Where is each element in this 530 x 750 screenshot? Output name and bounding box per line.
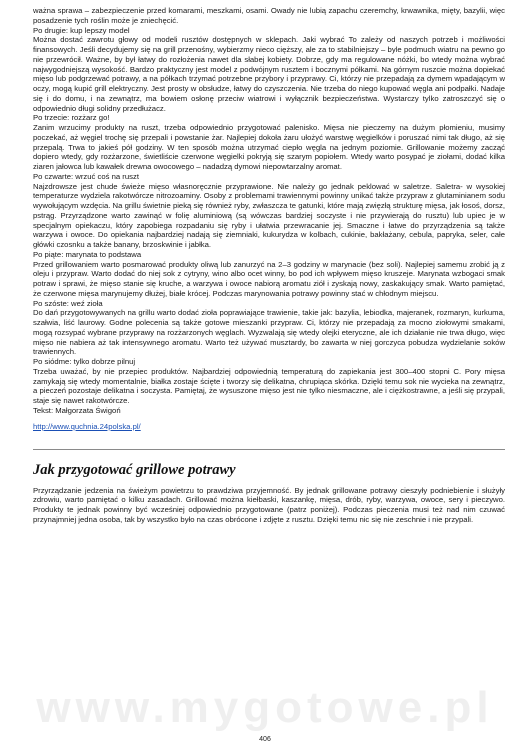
section-divider: [33, 449, 505, 450]
author-credit: Tekst: Małgorzata Świgoń: [33, 405, 121, 415]
article-paragraph: Najzdrowsze jest chude świeże mięso własnoręcznie przyprawione. Nie należy go jednak peklować w saletrze. Saletra- w wysokiej temperaturze wydziela rakotwórcze nitrozoaminy. Osoby z problemami trawiennymi powinny unikać także przypraw z glutaminianem sodu wywołującym wzdęcia. Na grillu świetnie pieką się również ryby, zwłaszcza te gatunki, które mają zwięzłą strukturę mięsa, jak łosoś, dorsz, pstrąg. Przyrządzone warto zawinąć w folię aluminiową (są wówczas bardziej soczyste i nie przywierają do rusztu) lub upiec je w specjalnym opiekaczu, który zapobiega rozpadaniu się ryby i ułatwia przewracanie jej. Smaczne i łatwe do przyrządzenia są także warzywa i owoce. Do opiekania najbardziej nadają się ziemniaki, kukurydza w kolbach, cukinie, bakłażany, cebula, papryka, seler, całe główki czosnku a także banany, brzoskwinie i jabłka.: [33, 181, 505, 249]
watermark: www.mygotowe.pl: [36, 683, 494, 732]
article-paragraph: ważna sprawa – zabezpieczenie przed komarami, meszkami, osami. Owady nie lubią zapachu czeremchy, krwawnika, mięty, bazylii, więc posadzenie tych roślin może je zniechęcić.: [33, 6, 505, 25]
subheading: Po trzecie: rozżarz go!: [33, 113, 110, 123]
subheading: Po drugie: kup lepszy model: [33, 25, 130, 35]
page-number: 406: [259, 736, 271, 743]
section-heading: Jak przygotować grillowe potrawy: [33, 461, 236, 478]
subheading: Po szóste: weź zioła: [33, 298, 103, 308]
source-link[interactable]: http://www.quchnia.24polska.pl/: [33, 421, 141, 431]
article-paragraph: Przed grillowaniem warto posmarować produkty oliwą lub zanurzyć na 2–3 godziny w marynacie (bez soli). Najlepiej samemu zrobić ją z oleju i przypraw. Warto dodać do niej sok z cytryny, wino albo ocet winny, bo pod ich wpływem mięso kruszeje. Marynata wzbogaci smak potraw i sprawi, że mięso stanie się kruche, a warzywa i owoce nabiorą aromatu ziół i zyskają nowy, zaskakujący smak. Warto pamiętać, że czerwone mięsa marynujemy dłużej, białe krócej. Podczas marynowania potrawy powinny stać w chłodnym miejscu.: [33, 259, 505, 298]
subheading: Po siódme: tylko dobrze pilnuj: [33, 357, 136, 366]
article-paragraph: Można dostać zawrotu głowy od modeli rusztów dostępnych w sklepach. Jaki wybrać To zależy od naszych potrzeb i możliwości finansowych. Jeśli decydujemy się na grill przenośny, wybierzmy nieco cięższy, ale za to stabilniejszy – byle podmuch wiatru na pewno go nie przewrócił. Ważne, by był łatwy do rozłożenia nawet dla słabej kobiety. Dobrze, gdy ma regulowane nóżki, bo wtedy można wybrać najwygodniejszą wysokość. Bardzo praktyczny jest model z podwójnym rusztem i bocznymi półkami. Na górnym ruszcie można dopiekać mięso lub podgrzewać potrawy, a na półkach trzymać potrzebne przybory i przyprawy. Ci, którzy nie przepadają za dymem wpadającym w oczy, mogą kupić grill elektryczny. Jest prosty w obsłudze, łatwy do czyszczenia. Nie trzeba do niego kupować węgla ani podpałki. Nadaje się i do domu, i na zewnątrz, ma bowiem osłonę przeciw wiatrowi i wyłącznik bezpieczeństwa. Wystarczy tylko zatroszczyć się o odpowiednio długi solidny przedłużacz.: [33, 35, 505, 113]
subheading: Po czwarte: wrzuć coś na ruszt: [33, 171, 139, 181]
article-paragraph: Trzeba uważać, by nie przepiec produktów. Najbardziej odpowiednią temperaturą do zapiekania jest 300–400 stopni C. Pory mięsa zamykają się wtedy momentalnie, białka zostaje ścięte i tworzy się delikatna, chrupiąca skórka. Dzięki temu sok nie wycieka na zewnątrz, a pieczeń pozostaje delikatna i soczysta. Pamiętaj, że wysuszone mięso jest nie tylko niesmaczne, ale i ciężkostrawne, a jeśli się przypali, staje się nawet rakotwórcze.: [33, 366, 505, 405]
section: [33, 462, 505, 525]
section-paragraph: Przyrządzanie jedzenia na świeżym powietrzu to prawdziwa przyjemność. By jednak grillowane potrawy cieszyły podniebienie i służyły zdrowiu, warto pamiętać o kilku zasadach. Grillować można kiełbaski, kaszankę, mięsa, drób, ryby, warzywa, owoce, sery i pieczywo. Produkty te jednak powinny być wcześniej odpowiednio przygotowane (patrz poniżej). Podczas pieczenia musi też nad nim czuwać przynajmniej jedna osoba, tak by wszystko było na czas obrócone i zdjęte z rusztu. Dzięki temu nic się nie zeschnie i nie przypali.: [33, 485, 505, 524]
article-paragraph: Do dań przygotowywanych na grillu warto dodać zioła poprawiające trawienie, takie jak: bazylia, lebiodka, majeranek, rozmaryn, kurkuma, szałwia, liść laurowy. Godne polecenia są także gotowe mieszanki przypraw. Ci, którzy nie przepadają za mocno ziołowymi smakami, mogą rozsypać wybrane przyprawy na rozżarzonych węglach. Wyzwalają się wtedy olejki eteryczne, ale ich działanie nie trwa długo, więc mięso nie nabiera aż tak intensywnego aromatu. Warto też używać musztardy, bo zawarta w niej gorczyca pobudza wydzielanie soków trawiennych.: [33, 308, 505, 357]
subheading: Po piąte: marynata to podstawa: [33, 249, 142, 259]
article-body: [33, 6, 505, 434]
article-paragraph: Zanim wrzucimy produkty na ruszt, trzeba odpowiednio przygotować palenisko. Mięsa nie pieczemy na dużym płomieniu, musimy poczekać, aż węgiel trochę się przepali i powstanie żar. Najlepiej dokoła żaru ułożyć warstwę węgielków i poruszać nimi tak długo, aż się przepalą. Trwa to jakieś pół godziny. W ten sposób można utrzymać ciepło węgla na jednym poziomie. Grillowanie możemy zacząć dopiero wtedy, gdy rozżarzone, świetliście czerwone węgielki pokryją się szarym popiołem. Wtedy warto posypać je ziołami, dodać kilka ziaren jałowca lub kawałek drewna owocowego – nadadzą dymowi niepowtarzalny aromat.: [33, 123, 505, 171]
page-content: [33, 6, 505, 525]
